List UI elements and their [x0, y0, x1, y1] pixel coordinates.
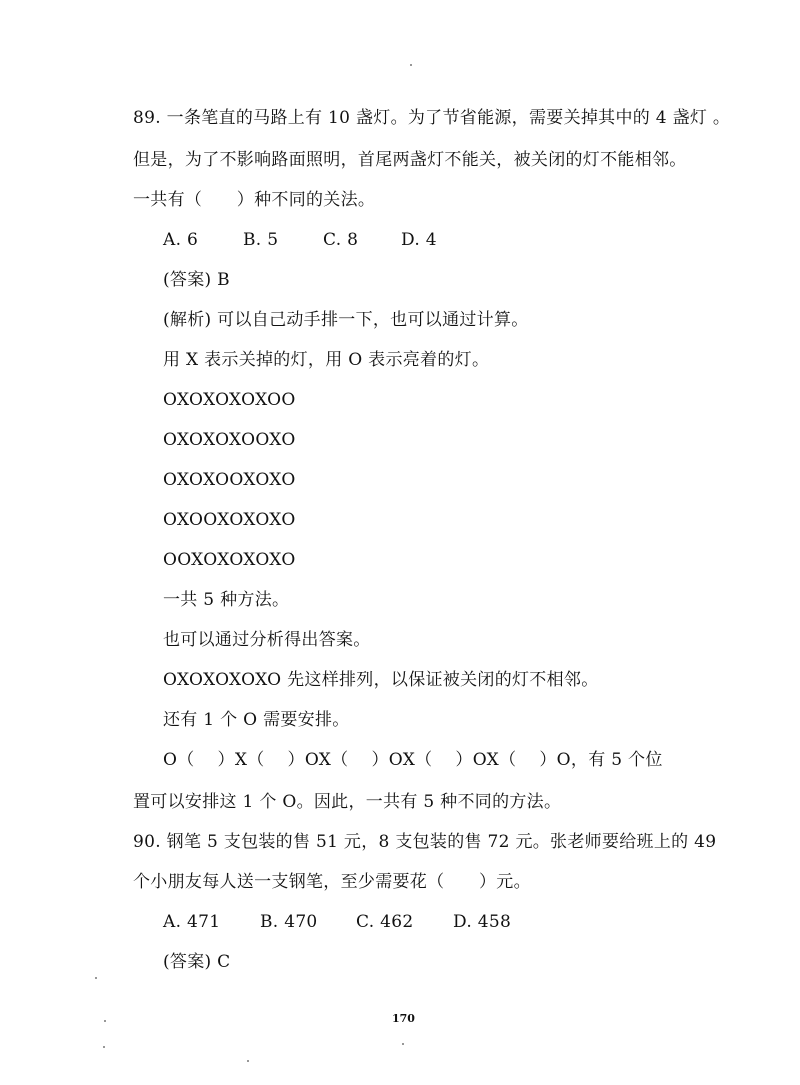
scan-speck [103, 1046, 105, 1048]
q90-options [163, 911, 511, 933]
arrangement-1: OXOXOXOXOO [163, 390, 296, 410]
arrangement-2: OXOXOXOOXO [163, 430, 296, 450]
q89-slots: O（ ）X（ ）OX（ ）OX（ ）OX（ ）O，有 5 个位 [163, 750, 663, 770]
q89-remain: 还有 1 个 O 需要安排。 [163, 710, 350, 730]
q89-conclusion: 置可以安排这 1 个 O。因此，一共有 5 种不同的方法。 [133, 792, 562, 812]
q89-option-a: A. 6 [163, 230, 199, 250]
q90-option-b: B. 470 [260, 912, 318, 932]
q89-option-d: D. 4 [401, 230, 437, 250]
scan-speck [247, 1060, 249, 1062]
q89-line-2: 但是，为了不影响路面照明，首尾两盏灯不能关，被关闭的灯不能相邻。 [133, 150, 687, 170]
arrangement-3: OXOXOOXOXO [163, 470, 296, 490]
arrangement-4: OXOOXOXOXO [163, 510, 296, 530]
q89-count: 一共 5 种方法。 [163, 590, 290, 610]
scan-speck [410, 64, 412, 66]
q89-analysis: (解析) 可以自己动手排一下，也可以通过计算。 [163, 310, 529, 330]
q90-answer: (答案) C [163, 952, 231, 972]
q89-answer: (答案) B [163, 270, 230, 290]
q90-line-1: 90. 钢笔 5 支包装的售 51 元，8 支包装的售 72 元。张老师要给班上的 49 [133, 832, 717, 852]
q89-line-3: 一共有（ ）种不同的关法。 [133, 190, 376, 210]
q89-options [163, 229, 437, 251]
scan-speck [95, 977, 97, 979]
scan-speck [104, 1020, 106, 1022]
q89-arrange: OXOXOXOXO 先这样排列，以保证被关闭的灯不相邻。 [163, 670, 599, 690]
q89-line-1: 89. 一条笔直的马路上有 10 盏灯。为了节省能源，需要关掉其中的 4 盏灯 。 [133, 108, 731, 128]
q90-line-2: 个小朋友每人送一支钢笔，至少需要花（ ）元。 [133, 872, 531, 892]
q89-option-c: C. 8 [323, 230, 359, 250]
arrangement-5: OOXOXOXOXO [163, 550, 296, 570]
q90-option-d: D. 458 [453, 912, 512, 932]
q89-option-b: B. 5 [243, 230, 279, 250]
q90-option-c: C. 462 [356, 912, 414, 932]
q89-legend: 用 X 表示关掉的灯，用 O 表示亮着的灯。 [163, 350, 490, 370]
scan-speck [402, 1043, 404, 1045]
q89-alt-method: 也可以通过分析得出答案。 [163, 630, 371, 650]
q90-option-a: A. 471 [163, 912, 221, 932]
page-number: 170 [392, 1012, 415, 1025]
